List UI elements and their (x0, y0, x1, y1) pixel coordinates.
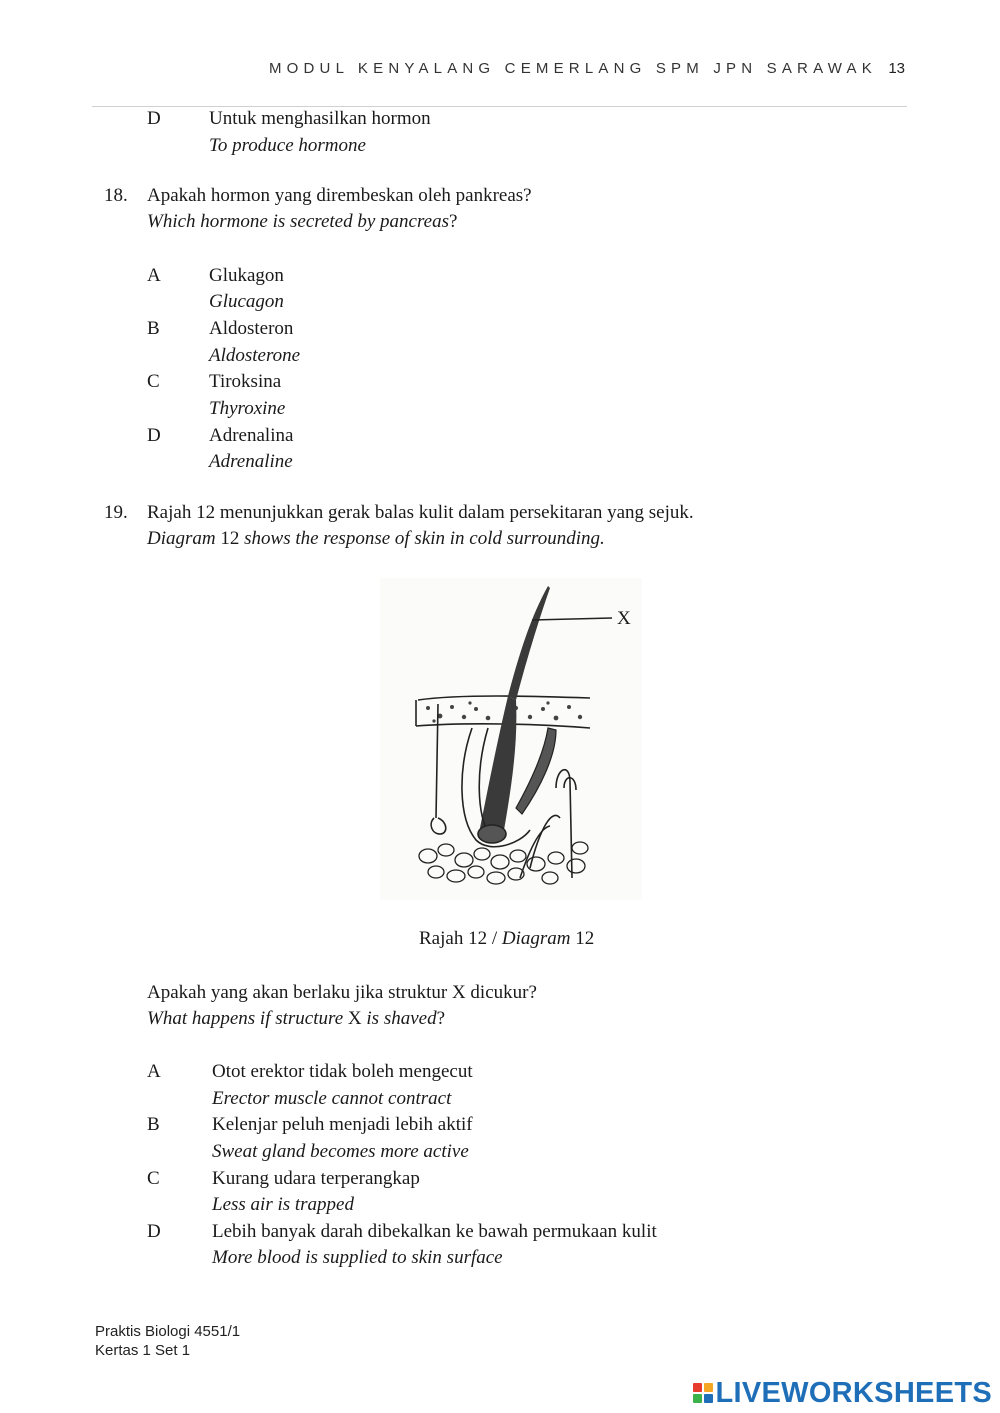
mark-square (693, 1394, 702, 1403)
q19-english: Diagram 12 shows the response of skin in cold surrounding. (147, 528, 605, 549)
footer-line-1: Praktis Biologi 4551/1 (95, 1323, 241, 1340)
q19-number: 19. (104, 502, 128, 523)
q18-number: 18. (104, 185, 128, 206)
q18-option-c-letter: C (147, 371, 160, 392)
q19-malay: Rajah 12 menunjukkan gerak balas kulit dalam persekitaran yang sejuk. (147, 502, 694, 523)
q18-malay: Apakah hormon yang dirembeskan oleh pankreas? (147, 185, 532, 206)
q19-option-d-letter: D (147, 1221, 161, 1242)
page-header (269, 60, 905, 77)
q18-option-a-malay: Glukagon (209, 265, 284, 286)
q18-english: Which hormone is secreted by pancreas? (147, 211, 458, 232)
q18-option-c-malay: Tiroksina (209, 371, 282, 392)
q19-option-c-english: Less air is trapped (212, 1194, 354, 1215)
footer-line-2: Kertas 1 Set 1 (95, 1342, 191, 1359)
prev-option-malay: Untuk menghasilkan hormon (209, 108, 431, 129)
q18-option-d-malay: Adrenalina (209, 425, 294, 446)
q18-option-b-english: Aldosterone (209, 345, 301, 366)
page-number: 13 (888, 60, 905, 77)
prev-option-english: To produce hormone (209, 135, 366, 156)
q18-option-b-malay: Aldosteron (209, 318, 294, 339)
mark-square (693, 1383, 702, 1392)
mark-square (704, 1394, 713, 1403)
q19-option-b-malay: Kelenjar peluh menjadi lebih aktif (212, 1114, 473, 1135)
q18-option-d-english: Adrenaline (209, 451, 293, 472)
q19-question-english: What happens if structure X is shaved? (147, 1008, 446, 1029)
liveworksheets-mark-icon (693, 1383, 713, 1403)
skin-diagram (380, 578, 642, 900)
q18-option-c-english: Thyroxine (209, 398, 286, 419)
prev-option-letter: D (147, 108, 161, 129)
q18-option-a-english: Glucagon (209, 291, 284, 312)
diagram-label-x: X (617, 608, 631, 629)
q19-option-d-malay: Lebih banyak darah dibekalkan ke bawah permukaan kulit (212, 1221, 657, 1242)
q19-option-a-letter: A (147, 1061, 161, 1082)
q19-option-a-english: Erector muscle cannot contract (212, 1088, 452, 1109)
mark-square (704, 1383, 713, 1392)
q19-option-b-letter: B (147, 1114, 160, 1135)
q19-option-c-malay: Kurang udara terperangkap (212, 1168, 420, 1189)
q19-option-c-letter: C (147, 1168, 160, 1189)
q19-option-b-english: Sweat gland becomes more active (212, 1141, 469, 1162)
header-title: MODUL KENYALANG CEMERLANG SPM JPN SARAWAK (268, 60, 877, 77)
q18-option-d-letter: D (147, 425, 161, 446)
q18-option-a-letter: A (147, 265, 161, 286)
q18-option-b-letter: B (147, 318, 160, 339)
liveworksheets-logo[interactable] (693, 1377, 993, 1409)
liveworksheets-text: LIVEWORKSHEETS (715, 1377, 992, 1409)
q19-question-malay: Apakah yang akan berlaku jika struktur X dicukur? (147, 982, 537, 1003)
q19-option-d-english: More blood is supplied to skin surface (212, 1247, 503, 1268)
q19-option-a-malay: Otot erektor tidak boleh mengecut (212, 1061, 473, 1082)
diagram-caption: Rajah 12 / Diagram 12 (419, 928, 595, 949)
